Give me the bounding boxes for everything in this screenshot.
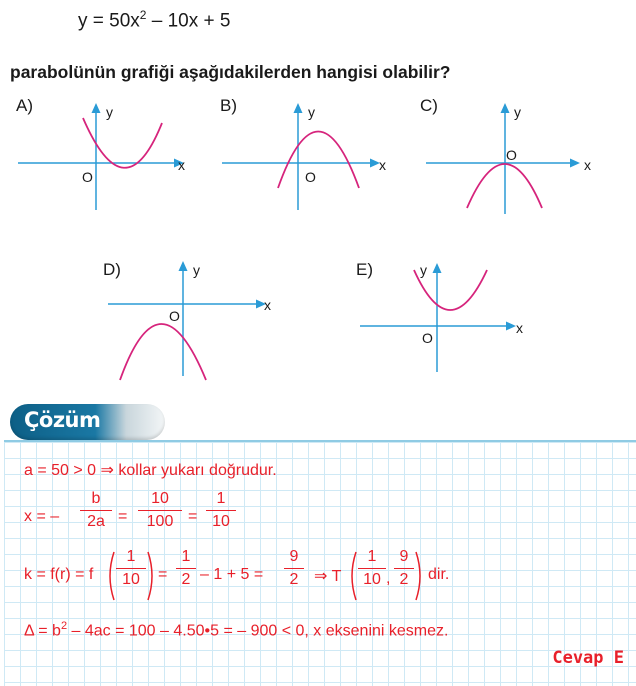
y-axis-label: y — [308, 104, 315, 120]
equation-lhs: y = 50x — [78, 10, 140, 32]
exponent: 2 — [60, 620, 68, 632]
denominator: 10 — [212, 513, 230, 530]
y-axis-label: y — [193, 262, 200, 278]
dir-suffix: dir. — [428, 566, 450, 583]
right-paren — [416, 552, 420, 600]
equals-sign: = — [158, 566, 168, 583]
comma: , — [386, 570, 391, 587]
numerator: 10 — [151, 490, 169, 507]
option-b-label[interactable]: B) — [220, 96, 237, 115]
x-axis-label: x — [516, 320, 523, 336]
numerator: 1 — [181, 548, 191, 565]
numerator: 9 — [289, 548, 299, 565]
denominator: 2 — [289, 571, 299, 588]
numerator: 9 — [399, 548, 409, 565]
fraction-1-over-10 — [116, 548, 146, 589]
left-paren — [352, 552, 356, 600]
solution-line-4 — [24, 620, 448, 640]
numerator: 1 — [216, 490, 226, 507]
delta-equals: Δ = b — [24, 622, 61, 640]
fraction-bar — [394, 568, 414, 569]
fraction-9-over-2 — [394, 548, 414, 589]
left-paren — [110, 552, 114, 600]
denominator: 2 — [399, 571, 409, 588]
answer-label: Cevap E — [552, 648, 624, 668]
minus-one-plus-five: – 1 + 5 = — [200, 566, 264, 583]
denominator: 100 — [146, 513, 174, 530]
origin-label: O — [82, 169, 93, 185]
equals-sign: = — [118, 508, 128, 525]
fraction-1-over-2 — [176, 548, 196, 589]
fraction-bar — [284, 568, 304, 569]
origin-label: O — [422, 330, 433, 346]
k-equals: k = f(r) = f — [24, 566, 94, 583]
equation-exponent: 2 — [139, 8, 147, 22]
delta-rest: – 4ac = 100 – 4.50•5 = – 900 < 0, x eksenini kesmez. — [67, 622, 449, 640]
denominator: 10 — [363, 571, 381, 588]
x-axis-label: x — [178, 157, 185, 173]
denominator: 2a — [87, 513, 105, 530]
option-c-label[interactable]: C) — [420, 96, 438, 115]
equals-sign: = — [188, 508, 198, 525]
denominator: 2 — [181, 571, 191, 588]
x-axis-label: x — [264, 297, 271, 313]
option-a-label[interactable]: A) — [16, 96, 33, 115]
numerator: 1 — [367, 548, 377, 565]
x-axis-label: x — [379, 157, 386, 173]
fraction-bar — [176, 568, 196, 569]
y-axis-label: y — [106, 104, 113, 120]
option-d-label[interactable]: D) — [103, 260, 121, 279]
implies-T: ⇒ T — [314, 568, 342, 585]
denominator: 10 — [122, 571, 140, 588]
right-paren — [148, 552, 152, 600]
y-axis-label: y — [420, 262, 427, 278]
solution-title: Çözüm — [24, 408, 101, 432]
numerator: 1 — [126, 548, 136, 565]
fraction-1-over-10 — [358, 548, 386, 589]
question-text: parabolünün grafiği aşağıdakilerden hangisi olabilir? — [10, 62, 451, 82]
x-equals: x = – — [24, 508, 60, 525]
fraction-bar — [116, 568, 146, 569]
fraction-9-over-2 — [284, 548, 304, 589]
equation-rhs: – 10x + 5 — [146, 10, 231, 32]
x-axis-label: x — [584, 157, 591, 173]
numerator: b — [91, 490, 101, 507]
y-axis-label: y — [514, 104, 521, 120]
origin-label: O — [305, 169, 316, 185]
fraction-bar — [358, 568, 386, 569]
option-e-label[interactable]: E) — [356, 260, 373, 279]
origin-label: O — [169, 308, 180, 324]
origin-label: O — [506, 147, 517, 163]
solution-line-1: a = 50 > 0 ⇒ kollar yukarı doğrudur. — [24, 462, 277, 479]
